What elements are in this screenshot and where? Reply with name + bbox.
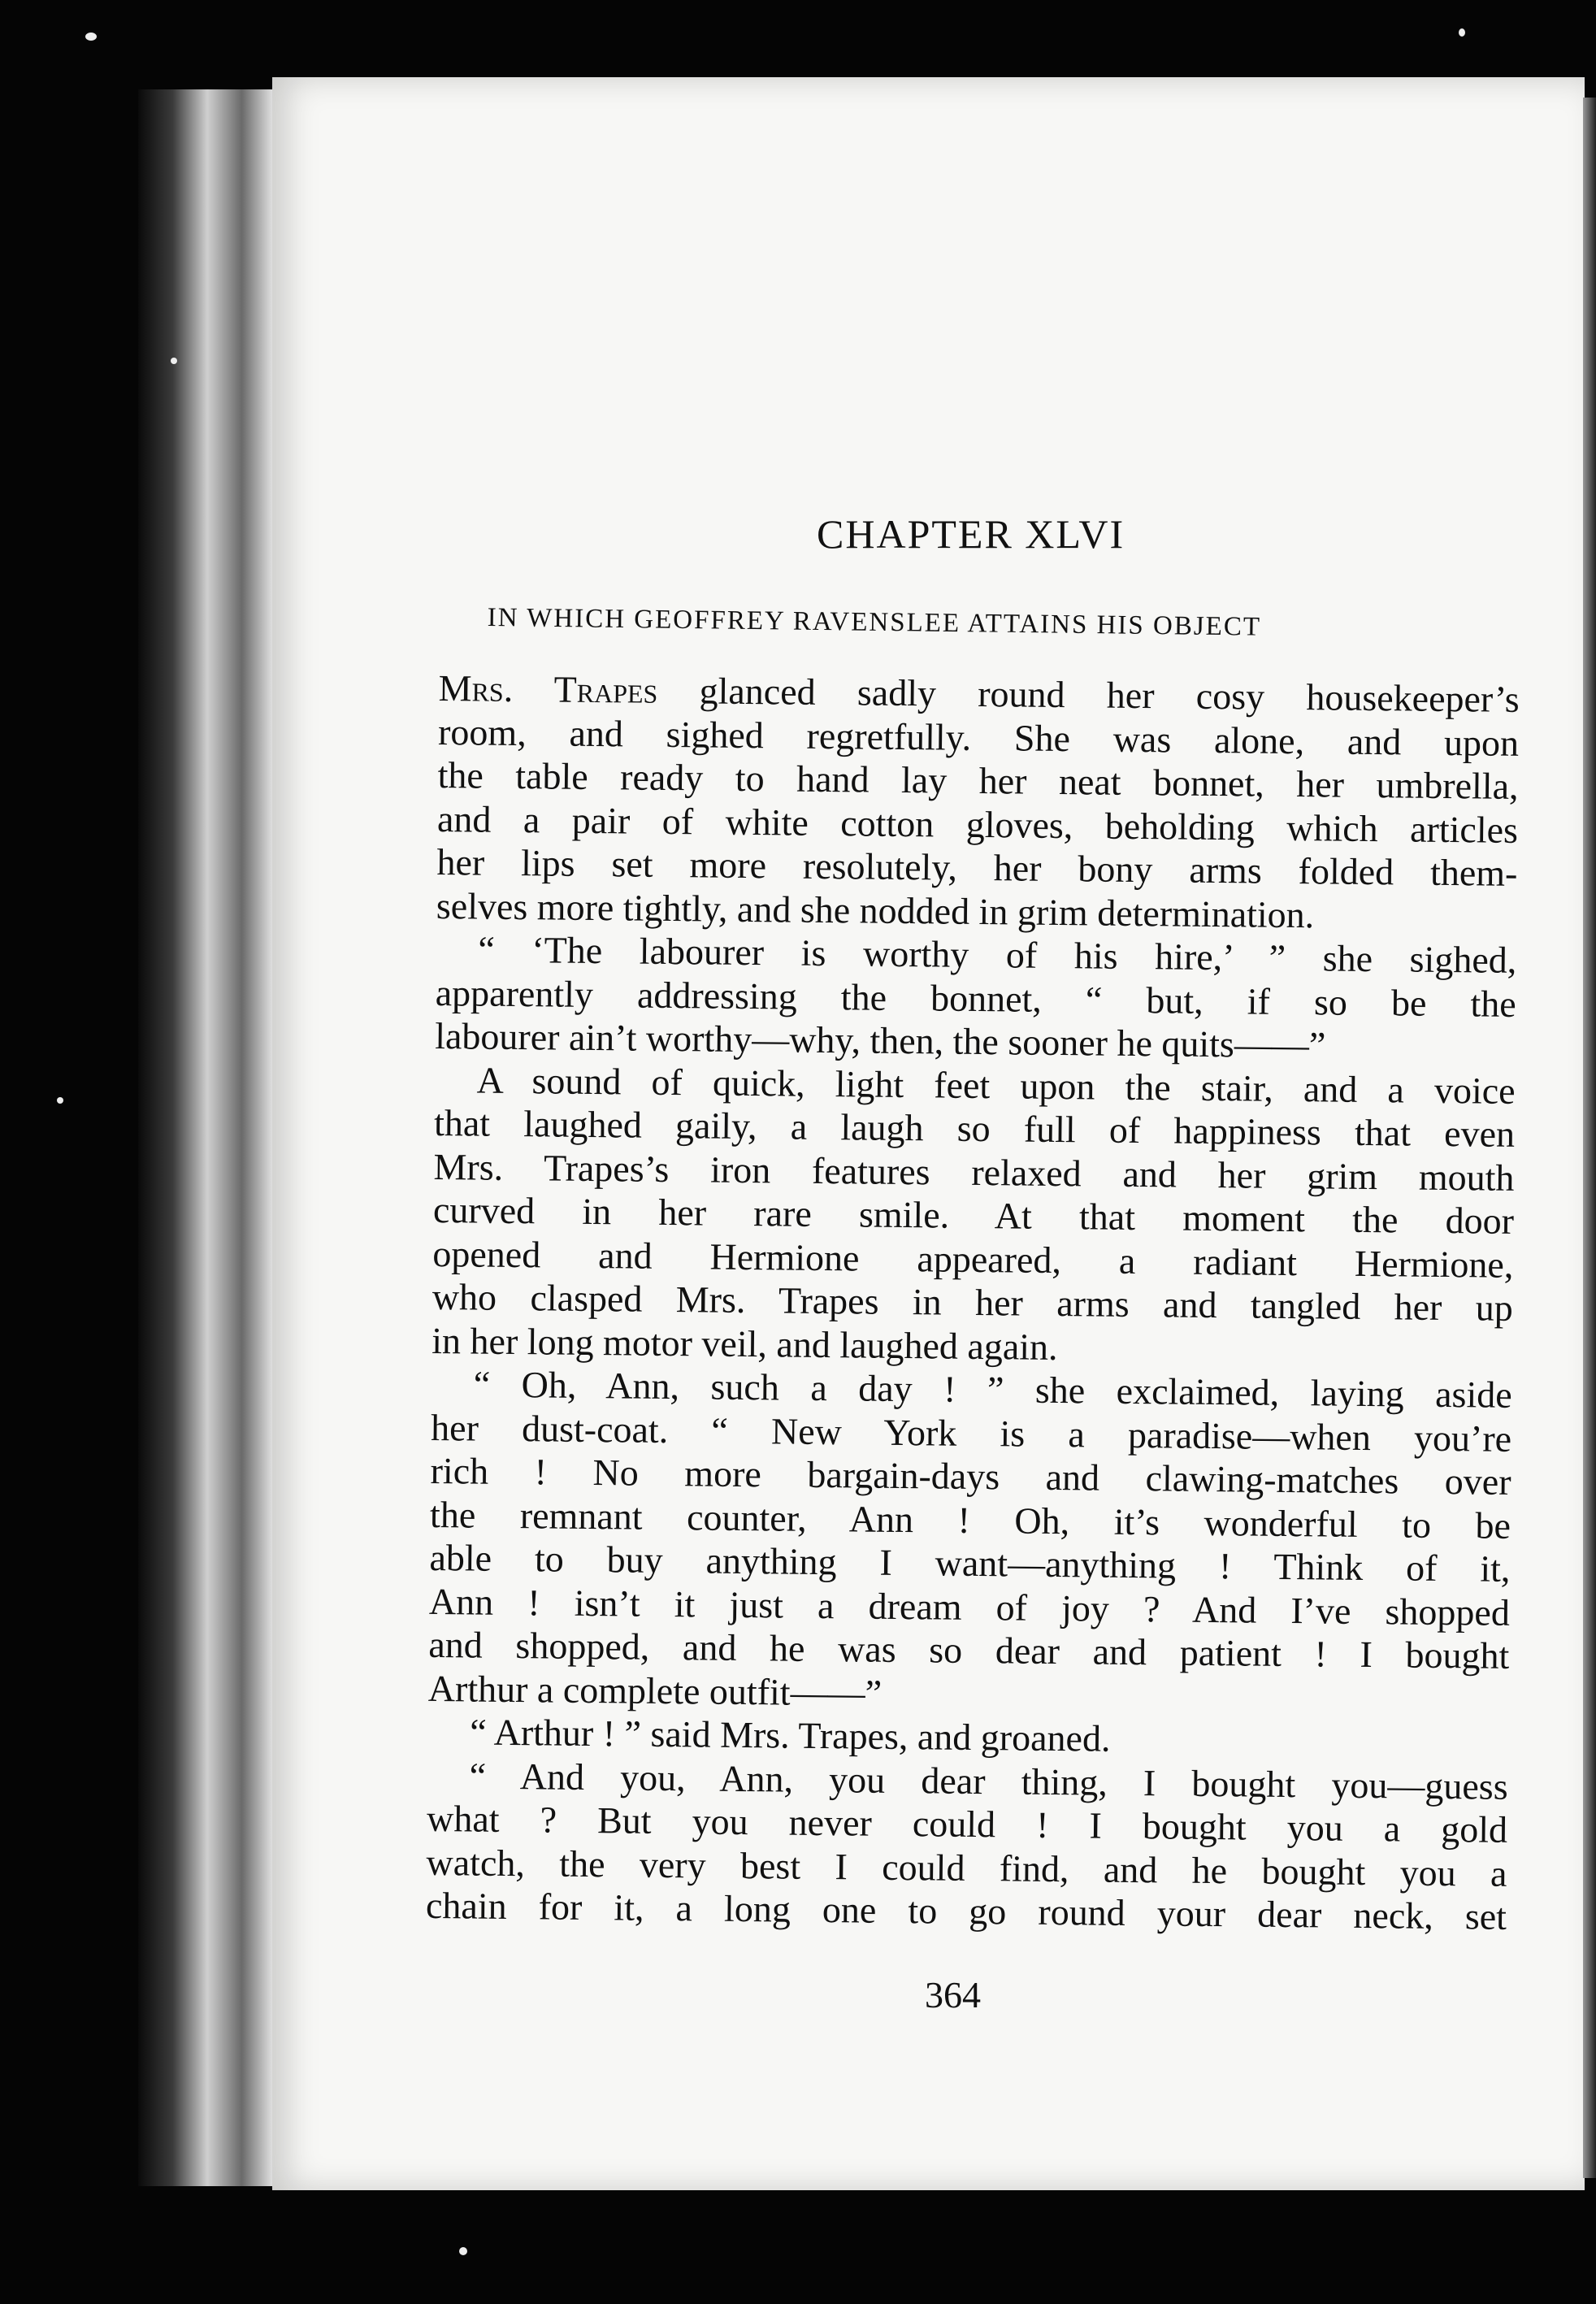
dust-speck [171, 358, 177, 364]
text-line: what ? But you never could ! I bought you a gold [426, 1797, 1508, 1851]
text-line: the remnant counter, Ann ! Oh, it’s wonderful to be [429, 1493, 1511, 1547]
text-line: labourer ain’t worthy—why, then, the sooner he quits——” [434, 1014, 1326, 1066]
page-number: 364 [925, 1974, 981, 2015]
book-edge [138, 89, 276, 2186]
dust-speck [57, 1097, 63, 1104]
text-line: curved in her rare smile. At that moment the door [432, 1188, 1515, 1242]
text-line: Ann ! isn’t it just a dream of joy ? And I’ve shopped [428, 1580, 1511, 1634]
chapter-title: CHAPTER XLVI [817, 511, 1125, 557]
text-line: apparently addressing the bonnet, “ but, if so be the [435, 971, 1516, 1025]
text-line: “ ‘The labourer is worthy of his hire,’ ” she sighed, [478, 928, 1517, 981]
text-line: that laughed gaily, a laugh so full of happiness that even [433, 1101, 1516, 1155]
text-line: chain for it, a long one to go round your dear neck, set [425, 1884, 1507, 1937]
text-line: the table ready to hand lay her neat bonnet, her umbrella, [437, 753, 1519, 807]
text-line: in her long motor veil, and laughed again. [432, 1319, 1058, 1368]
text-line: her dust-coat. “ New York is a paradise—when you’re [430, 1406, 1512, 1460]
body-text [426, 666, 1520, 1938]
text-line: and shopped, and he was so dear and patient ! I bought [428, 1623, 1510, 1677]
text-line: “ Oh, Ann, such a day ! ” she exclaimed, laying aside [473, 1363, 1512, 1416]
text-line: watch, the very best I could find, and he bought you a [426, 1841, 1507, 1894]
text-line: rich ! No more bargain-days and clawing-matches over [430, 1449, 1511, 1503]
dust-speck [85, 33, 97, 41]
text-line: and a pair of white cotton gloves, beholding which articles [436, 797, 1519, 851]
text-line: opened and Hermione appeared, a radiant Hermione, [432, 1232, 1514, 1286]
page-right-edge [1583, 98, 1596, 2178]
chapter-subtitle: IN WHICH GEOFFREY RAVENSLEE ATTAINS HIS OBJECT [487, 603, 1262, 642]
text-line: “ And you, Ann, you dear thing, I bought you—guess [469, 1754, 1508, 1807]
text-line: Mrs. Trapes’s iron features relaxed and her grim mouth [433, 1145, 1515, 1199]
text-line: “ Arthur ! ” said Mrs. Trapes, and groaned. [470, 1711, 1111, 1759]
text-line: A sound of quick, light feet upon the stair, and a voice [476, 1059, 1516, 1112]
dust-speck [1459, 28, 1465, 37]
text-line: room, and sighed regretfully. She was alone, and upon [437, 710, 1520, 764]
text-line: selves more tightly, and she nodded in grim determination. [436, 884, 1315, 935]
text-line: her lips set more resolutely, her bony arms folded them- [436, 840, 1518, 894]
text-line: Mrs. Trapes glanced sadly round her cosy housekeeper’s [438, 666, 1520, 720]
text-line: who clasped Mrs. Trapes in her arms and tangled her up [432, 1275, 1514, 1329]
text-line: Arthur a complete outfit——” [427, 1667, 883, 1714]
dust-speck [459, 2247, 467, 2255]
text-line: able to buy anything I want—anything ! Think of it, [429, 1536, 1511, 1590]
